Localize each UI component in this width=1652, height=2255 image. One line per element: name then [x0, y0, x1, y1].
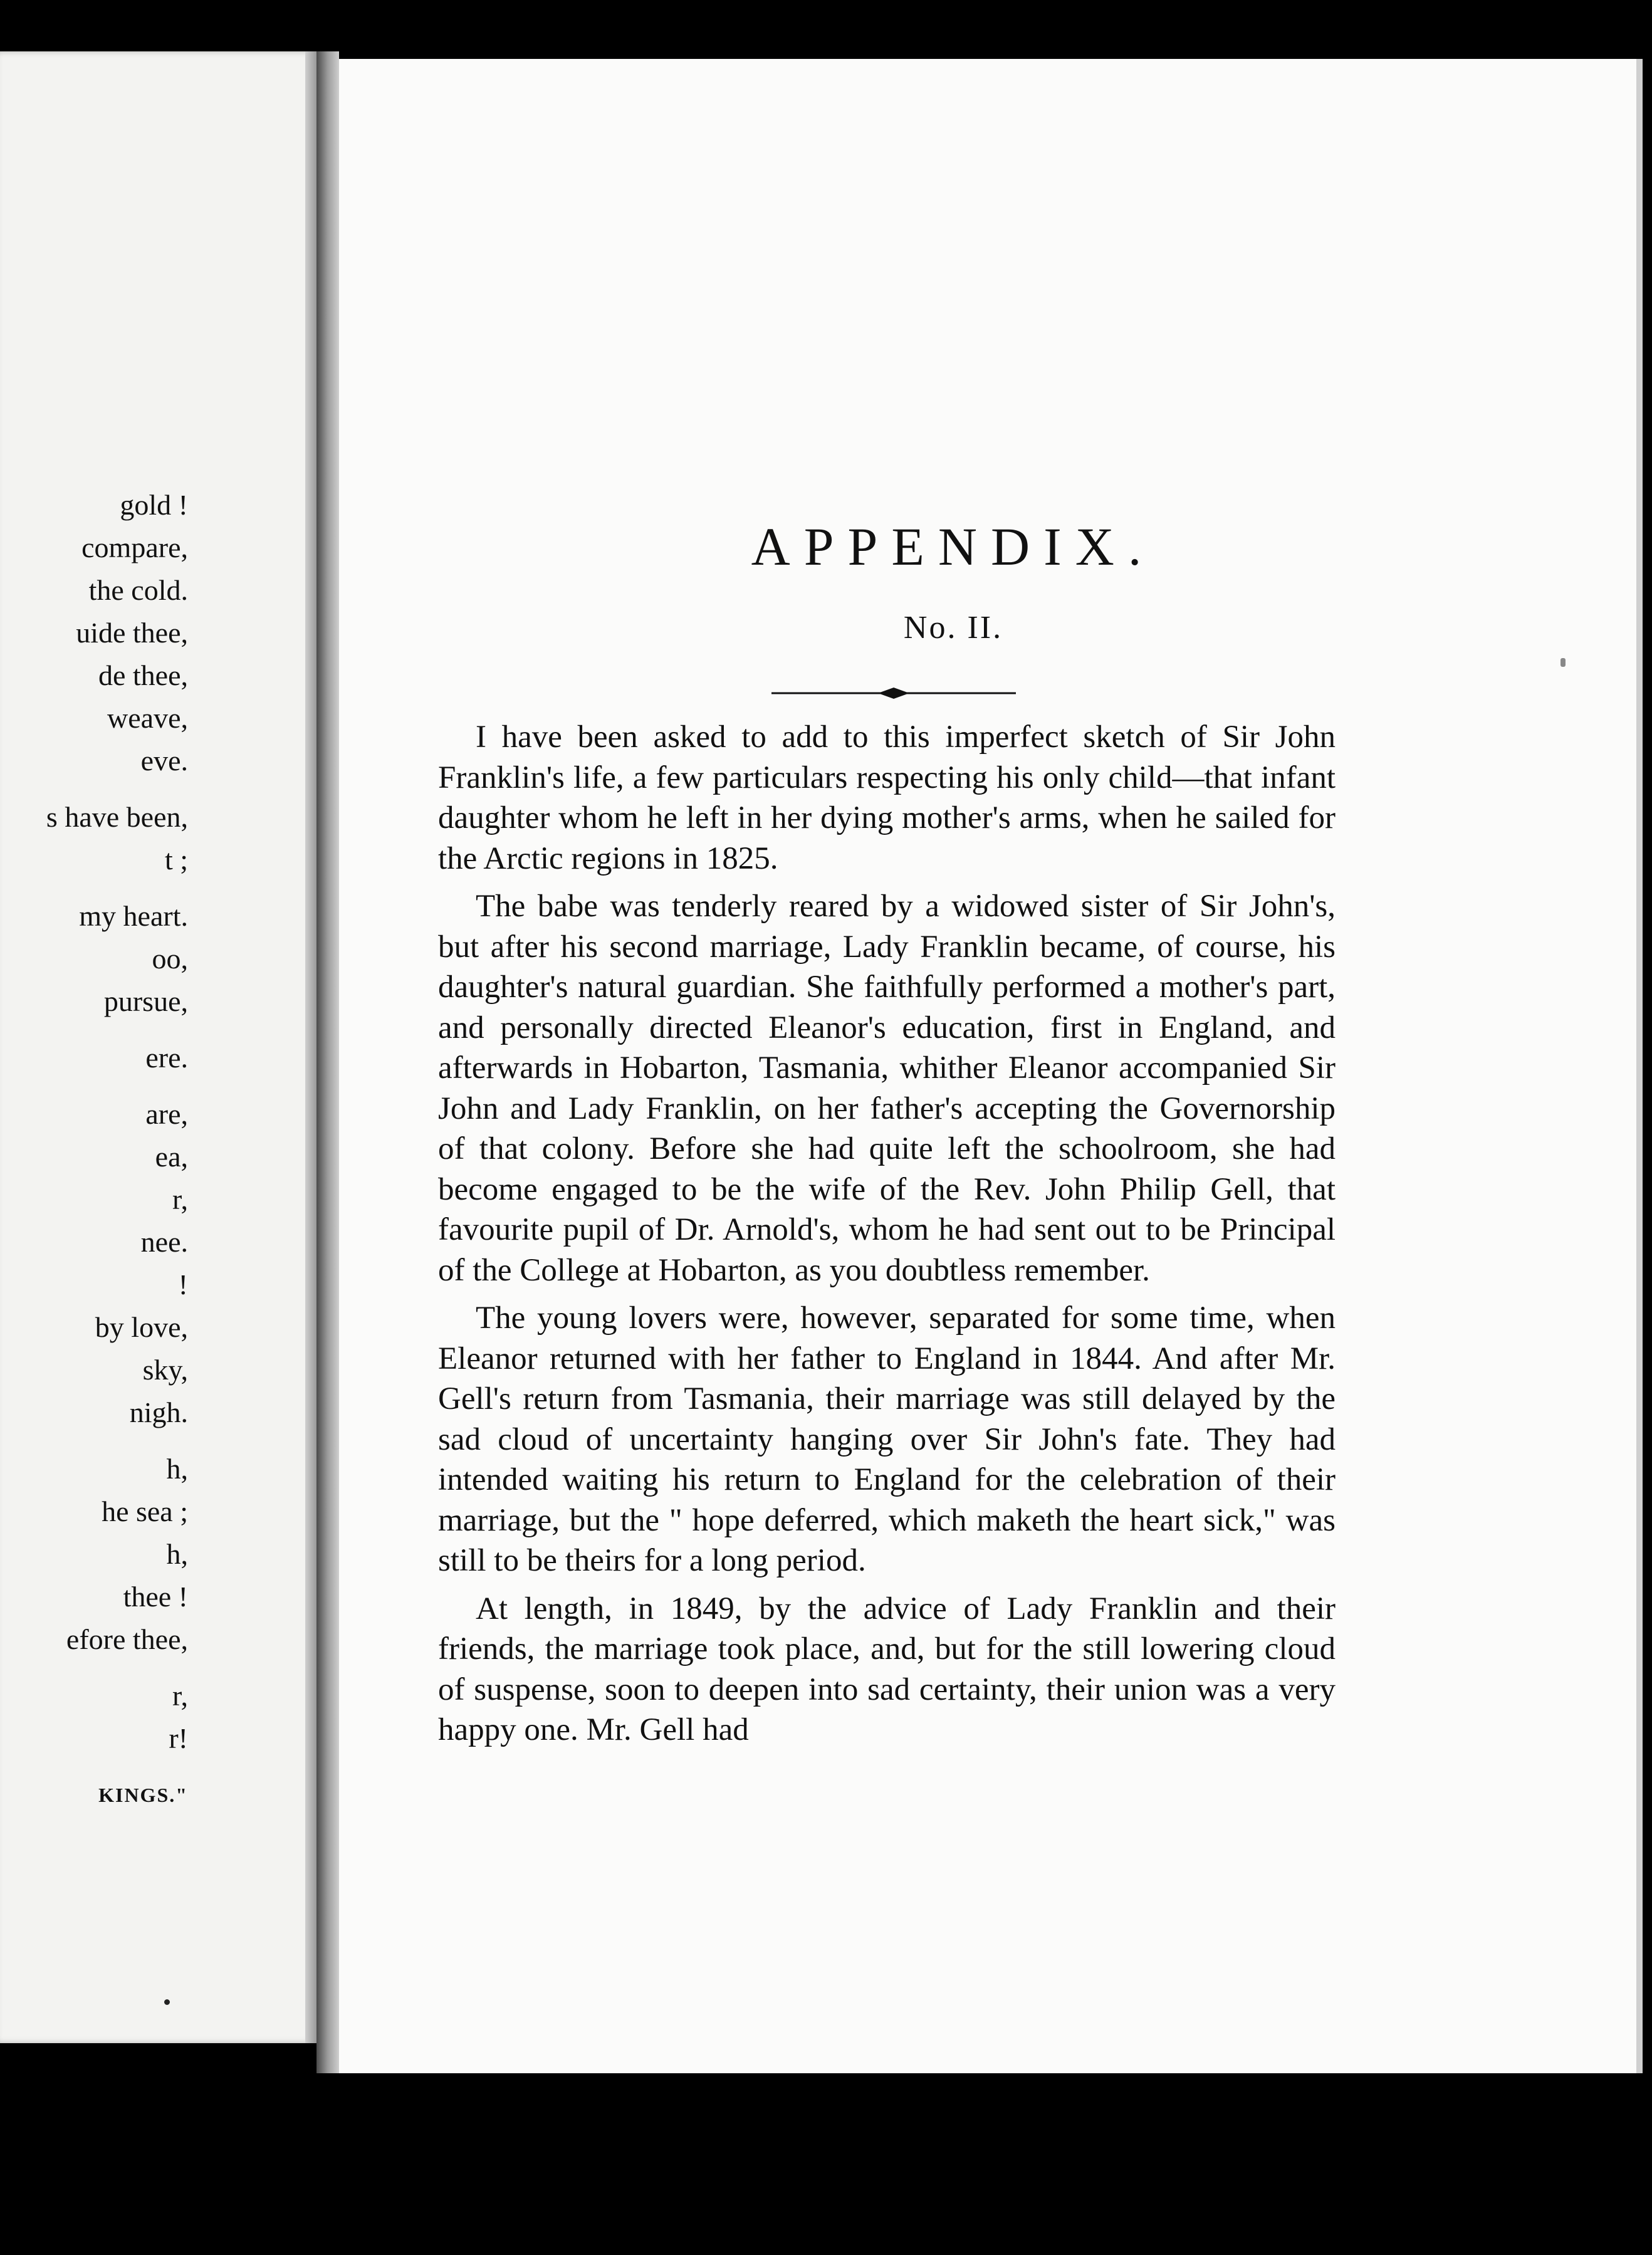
poem-line: the cold.	[88, 574, 188, 606]
poem-line: r,	[172, 1680, 188, 1712]
poem-line: h,	[166, 1453, 188, 1485]
poem-line: oo,	[152, 943, 188, 975]
left-page-poem-lines	[0, 484, 188, 1816]
poem-line: s have been,	[46, 801, 188, 833]
stanza-gap	[0, 1661, 188, 1675]
right-page	[339, 59, 1643, 2073]
poem-line: weave,	[107, 702, 188, 734]
poem-line: my heart.	[79, 900, 188, 932]
paragraph: I have been asked to add to this imperfect sketch of Sir John Franklin's life, a few particulars respecting his only child—that infant daughter whom he left in her dying mother's arms, when he sailed for the Arctic regions in 1825.	[438, 719, 1336, 876]
poem-line: nigh.	[129, 1396, 188, 1428]
page-subtitle: No. II.	[903, 610, 1003, 646]
poem-line: !	[178, 1269, 188, 1300]
stanza-gap	[0, 1434, 188, 1448]
poem-line: he sea ;	[102, 1495, 188, 1527]
poem-line: pursue,	[103, 985, 188, 1017]
poem-line: compare,	[81, 531, 188, 563]
poem-line: thee !	[123, 1581, 188, 1613]
ornament-divider	[771, 686, 1016, 701]
left-page-edge	[305, 51, 316, 2043]
page-title: APPENDIX.	[751, 516, 1156, 577]
poem-line: sky,	[142, 1354, 188, 1386]
book-gutter	[316, 51, 339, 2073]
paragraph: At length, in 1849, by the advice of Lady Franklin and their friends, the marriage took place, and, but for the still lowering cloud of suspense, soon to deepen into sad certainty, their union was a very happy one. Mr. Gell had	[438, 1591, 1336, 1747]
stanza-gap	[0, 881, 188, 895]
right-page-edge	[1636, 59, 1643, 2073]
stanza-gap	[0, 782, 188, 796]
poem-line: nee.	[140, 1226, 188, 1258]
poem-line: ere.	[145, 1042, 188, 1074]
poem-line: by love,	[95, 1311, 188, 1343]
poem-line: eve.	[140, 745, 188, 777]
poem-line: efore thee,	[66, 1623, 188, 1655]
poem-line: h,	[166, 1538, 188, 1570]
poem-line: r!	[169, 1722, 188, 1754]
paragraph: The babe was tenderly reared by a widowed sister of Sir John's, but after his second marriage, Lady Franklin became, of course, his daughter's natural guardian. She faithfully performed a mother's part, and personally directed Eleanor's education, first in England, and afterwards in Hobarton, Tasmania, whither Eleanor accompanied Sir John and Lady Franklin, on her father's accepting the Governorship of that colony. Before she had quite left the schoolroom, she had become engaged to be the wife of the Rev. John Philip Gell, that favourite pupil of Dr. Arnold's, whom he had sent out to be Principal of the College at Hobarton, as you doubtless remember.	[438, 889, 1336, 1288]
poem-line: gold !	[120, 489, 188, 521]
stanza-gap	[0, 1760, 188, 1774]
stanza-gap	[0, 1023, 188, 1037]
poem-line: KINGS."	[98, 1784, 188, 1806]
poem-line: t ;	[164, 844, 188, 876]
left-page-fragment	[0, 51, 316, 2043]
stanza-gap	[0, 1079, 188, 1093]
paragraph: The young lovers were, however, separated for some time, when Eleanor returned with her father to England in 1844. And after Mr. Gell's return from Tasmania, their marriage was still delayed by the sad cloud of uncertainty hanging over Sir John's fate. They had intended waiting his return to England for the celebration of their marriage, but the " hope deferred, which maketh the heart sick," was still to be theirs for a long period.	[438, 1300, 1336, 1578]
poem-line: de thee,	[98, 659, 188, 691]
poem-line: r,	[172, 1183, 188, 1215]
poem-line: ea,	[155, 1141, 188, 1173]
ink-speck	[164, 1999, 170, 2005]
body-text	[438, 717, 1336, 1758]
ink-speck	[1561, 658, 1566, 667]
poem-line: uide thee,	[76, 617, 188, 649]
poem-line: are,	[145, 1098, 188, 1130]
